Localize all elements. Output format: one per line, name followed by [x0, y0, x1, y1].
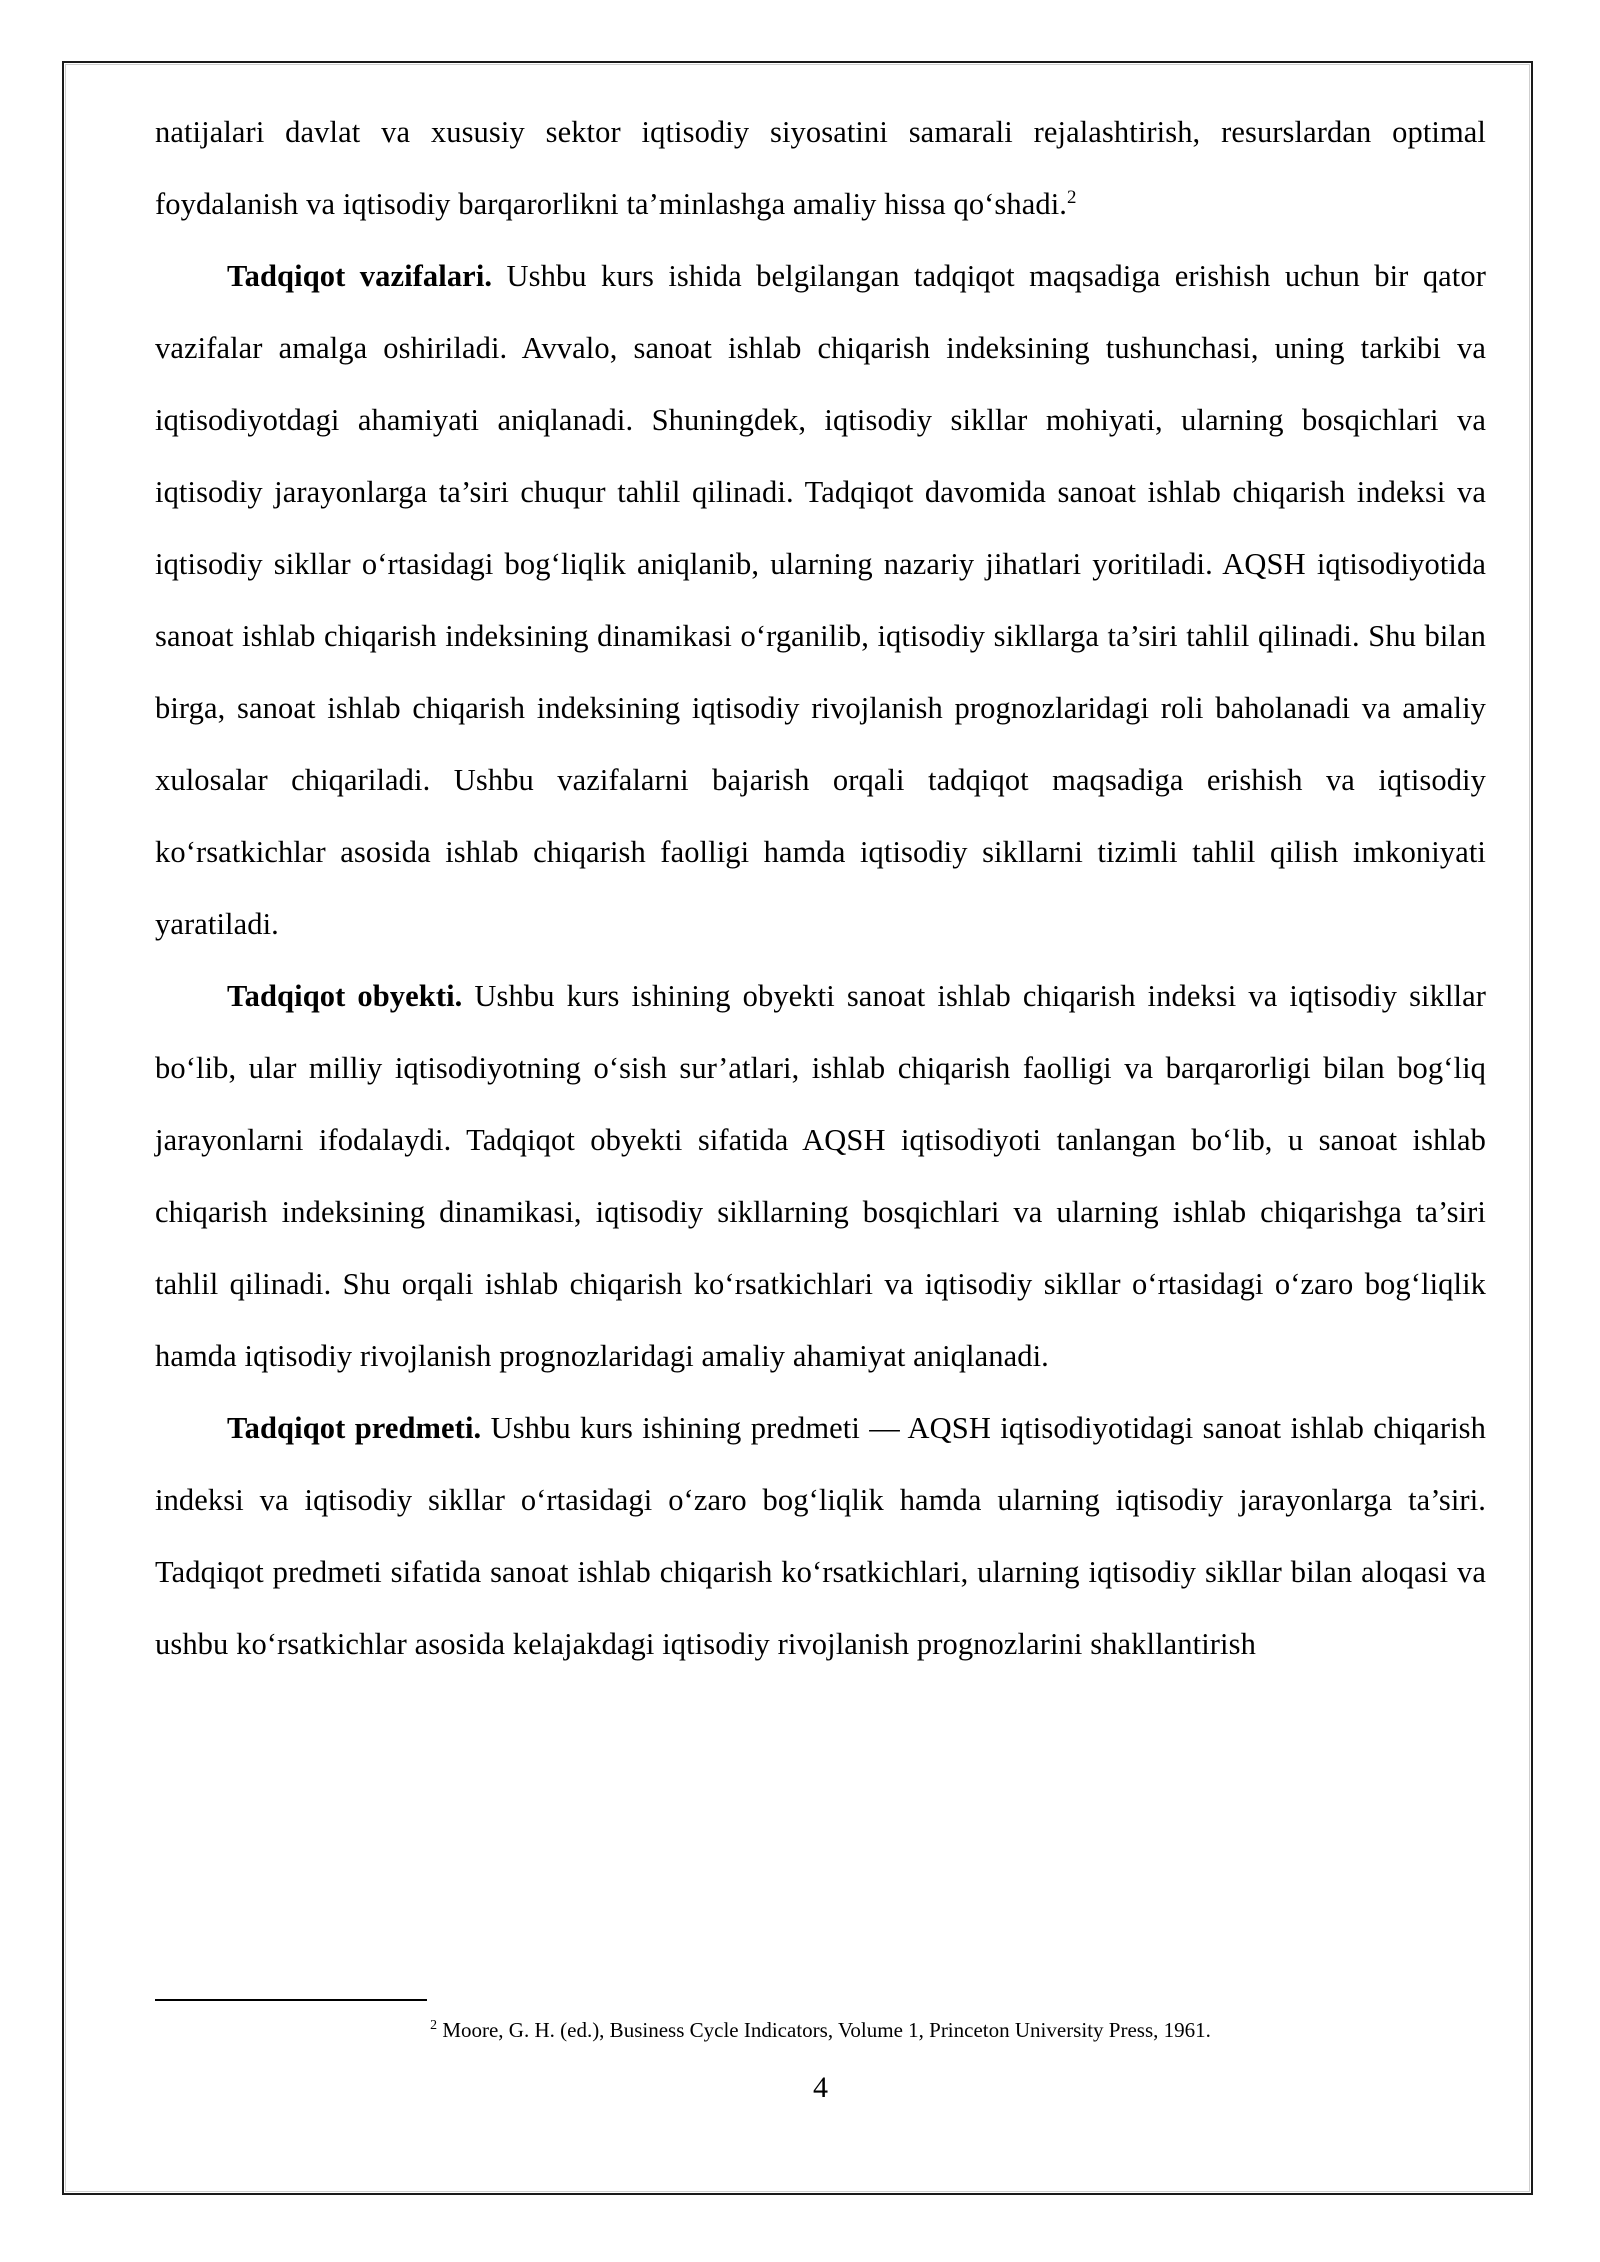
footnote-number: 2 — [430, 2017, 438, 2032]
footnote-area — [155, 1999, 1486, 2045]
paragraph-tadqiqot-vazifalari — [155, 240, 1486, 960]
footnote-separator-rule — [155, 1999, 427, 2001]
page-number: 4 — [813, 2071, 828, 2104]
paragraph-lead-label: Tadqiqot obyekti. — [227, 979, 463, 1013]
paragraph-tadqiqot-predmeti — [155, 1392, 1486, 1680]
paragraph-tadqiqot-obyekti — [155, 960, 1486, 1392]
paragraph-text: Ushbu kurs ishining predmeti — AQSH iqtisodiyotidagi sanoat ishlab chiqarish indeksi va iqtisodiy sikllar o‘rtasidagi o‘zaro bog‘liqlik hamda ularning iqtisodiy jarayonlarga ta’siri. Tadqiqot predmeti sifatida sanoat ishlab chiqarish ko‘rsatkichlari, ularning iqtisodiy sikllar bilan aloqasi va ushbu ko‘rsatkichlar asosida kelajakdagi iqtisodiy rivojlanish prognozlarini shakllantirish — [155, 1411, 1487, 1661]
paragraph-lead-label: Tadqiqot predmeti. — [227, 1411, 482, 1445]
paragraph-continuation — [155, 96, 1486, 240]
footnote-entry — [155, 2015, 1486, 2045]
paragraph-text: Ushbu kurs ishida belgilangan tadqiqot maqsadiga erishish uchun bir qator vazifalar amalga oshiriladi. Avvalo, sanoat ishlab chiqarish indeksining tushunchasi, uning tarkibi va iqtisodiyotdagi ahamiyati aniqlanadi. Shuningdek, iqtisodiy sikllar mohiyati, ularning bosqichlari va iqtisodiy jarayonlarga ta’siri chuqur tahlil qilinadi. Tadqiqot davomida sanoat ishlab chiqarish indeksi va iqtisodiy sikllar o‘rtasidagi bog‘liqlik aniqlanib, ularning nazariy jihatlari yoritiladi. AQSH iqtisodiyotida sanoat ishlab chiqarish indeksining dinamikasi o‘rganilib, iqtisodiy sikllarga ta’siri tahlil qilinadi. Shu bilan birga, sanoat ishlab chiqarish indeksining iqtisodiy rivojlanish prognozlaridagi roli baholanadi va amaliy xulosalar chiqariladi. Ushbu vazifalarni bajarish orqali tadqiqot maqsadiga erishish va iqtisodiy ko‘rsatkichlar asosida ishlab chiqarish faolligi hamda iqtisodiy sikllarni tizimli tahlil qilish imkoniyati yaratiladi. — [155, 259, 1486, 941]
footnote-citation-text: Moore, G. H. (ed.), Business Cycle Indicators, Volume 1, Princeton University Press, 1961. — [437, 2018, 1211, 2042]
paragraph-text: Ushbu kurs ishining obyekti sanoat ishlab chiqarish indeksi va iqtisodiy sikllar bo‘lib, ular milliy iqtisodiyotning o‘sish sur’atlari, ishlab chiqarish faolligi va barqarorligi bilan bog‘liq jarayonlarni ifodalaydi. Tadqiqot obyekti sifatida AQSH iqtisodiyoti tanlangan bo‘lib, u sanoat ishlab chiqarish indeksining dinamikasi, iqtisodiy sikllarning bosqichlari va ularning ishlab chiqarishga ta’siri tahlil qilinadi. Shu orqali ishlab chiqarish ko‘rsatkichlari va iqtisodiy sikllar o‘rtasidagi o‘zaro bog‘liqlik hamda iqtisodiy rivojlanish prognozlaridagi amaliy ahamiyat aniqlanadi. — [155, 979, 1486, 1373]
page-content — [155, 96, 1486, 1680]
paragraph-text: natijalari davlat va xususiy sektor iqtisodiy siyosatini samarali rejalashtirish, resurslardan optimal foydalanish va iqtisodiy barqarorlikni ta’minlashga amaliy hissa qo‘shadi. — [155, 115, 1486, 221]
paragraph-lead-label: Tadqiqot vazifalari. — [227, 259, 493, 293]
footnote-reference-marker: 2 — [1067, 186, 1077, 208]
